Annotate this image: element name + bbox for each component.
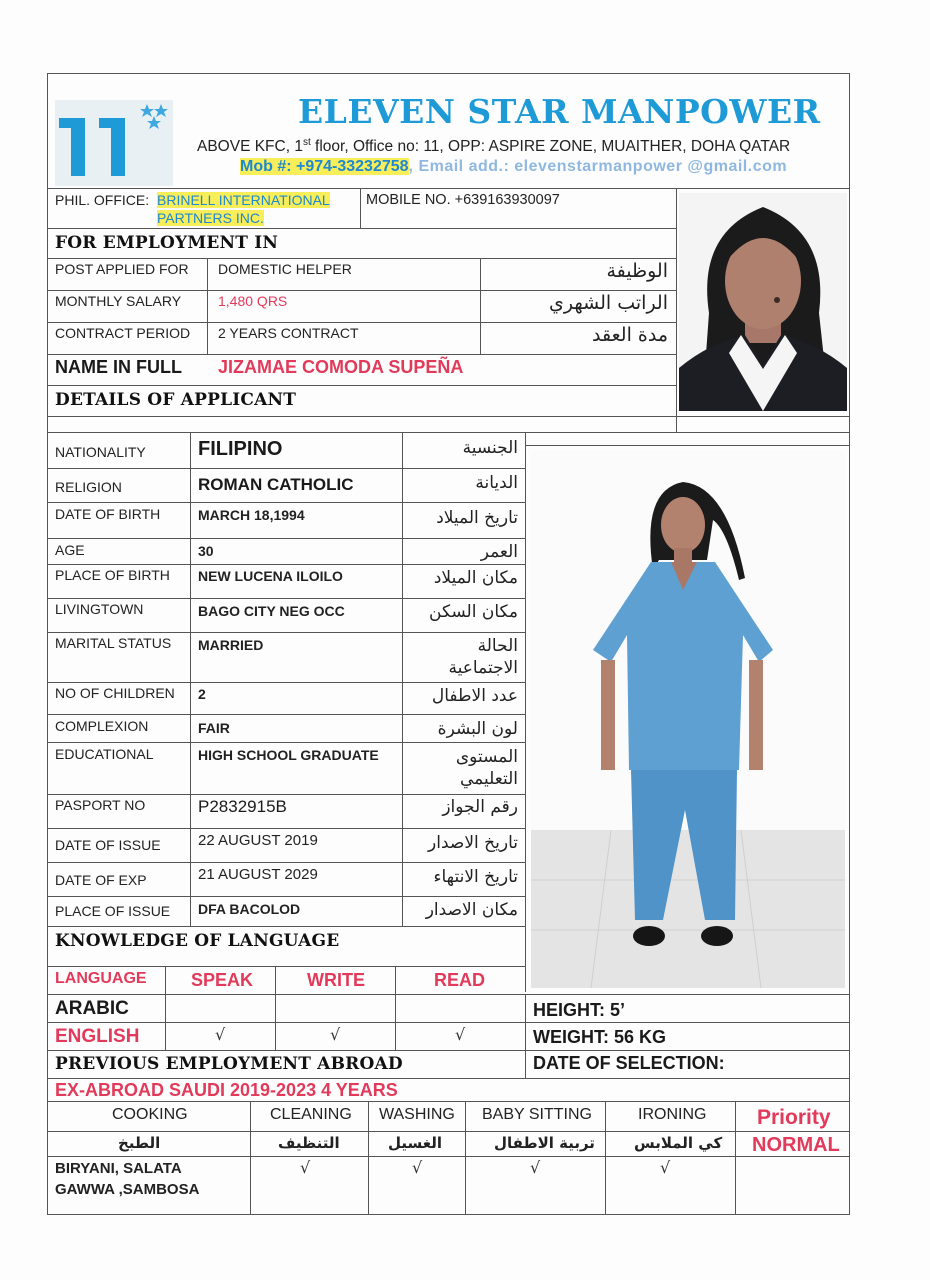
educational-value: HIGH SCHOOL GRADUATE bbox=[198, 747, 379, 763]
phil-office-name-line2: PARTNERS INC. bbox=[157, 210, 264, 226]
company-name: ELEVEN STAR MANPOWER bbox=[298, 92, 821, 131]
complexion-arabic: لون البشرة bbox=[437, 719, 518, 739]
cleaning-check: √ bbox=[300, 1158, 311, 1177]
address-post: floor, Office no: 11, OPP: ASPIRE ZONE, MUAITHER, DOHA QATAR bbox=[310, 138, 791, 156]
educational-arabic: المستوى bbox=[455, 747, 518, 767]
contract-arabic: مدة العقد bbox=[592, 324, 668, 346]
expiry-label: DATE OF EXP bbox=[55, 872, 147, 888]
company-mobile: Mob #: +974-33232758 bbox=[240, 158, 409, 175]
language-header-read: READ bbox=[434, 970, 486, 990]
marital-arabic-2: الاجتماعية bbox=[448, 658, 518, 678]
contract-label: CONTRACT PERIOD bbox=[55, 325, 191, 341]
cooking-dishes-line2: GAWWA ,SAMBOSA bbox=[55, 1181, 200, 1198]
skill-ar-cleaning: التنظيف bbox=[278, 1134, 340, 1152]
ironing-check: √ bbox=[660, 1158, 671, 1177]
expiry-value: 21 AUGUST 2029 bbox=[198, 866, 318, 883]
educational-arabic-2: التعليمي bbox=[460, 769, 518, 789]
children-arabic: عدد الاطفال bbox=[431, 686, 518, 706]
skill-ar-ironing: كي الملابس bbox=[634, 1134, 723, 1152]
nationality-label: NATIONALITY bbox=[55, 444, 146, 460]
cooking-dishes-line1: BIRYANI, SALATA bbox=[55, 1160, 182, 1177]
details-heading: DETAILS OF APPLICANT bbox=[55, 390, 297, 410]
skill-ar-washing: الغسيل bbox=[388, 1134, 443, 1152]
post-applied-label: POST APPLIED FOR bbox=[55, 261, 189, 277]
salary-value: 1,480 QRS bbox=[218, 293, 288, 309]
address-pre: ABOVE KFC, 1 bbox=[197, 138, 303, 156]
complexion-value: FAIR bbox=[198, 720, 230, 736]
religion-arabic: الديانة bbox=[475, 473, 518, 493]
skill-header-washing: WASHING bbox=[379, 1106, 455, 1123]
dob-value: MARCH 18,1994 bbox=[198, 507, 305, 523]
language-header-write: WRITE bbox=[307, 970, 365, 990]
passport-label: PASPORT NO bbox=[55, 797, 146, 813]
religion-label: RELIGION bbox=[55, 479, 122, 495]
phil-office-label: PHIL. OFFICE: bbox=[55, 192, 150, 208]
passport-value: P2832915B bbox=[198, 797, 287, 816]
skill-header-ironing: IRONING bbox=[638, 1106, 707, 1123]
employment-heading: FOR EMPLOYMENT IN bbox=[55, 233, 279, 253]
marital-arabic: الحالة bbox=[477, 636, 518, 656]
pob-label: PLACE OF BIRTH bbox=[55, 567, 170, 583]
skill-header-baby-sitting: BABY SITTING bbox=[482, 1106, 592, 1123]
livingtown-label: LIVINGTOWN bbox=[55, 601, 144, 617]
children-label: NO OF CHILDREN bbox=[55, 685, 175, 701]
livingtown-arabic: مكان السكن bbox=[429, 602, 518, 622]
name-label: NAME IN FULL bbox=[55, 357, 182, 377]
pob-arabic: مكان الميلاد bbox=[433, 568, 518, 588]
skill-header-cooking: COOKING bbox=[112, 1106, 188, 1123]
issue-place-arabic: مكان الاصدار bbox=[425, 900, 518, 920]
children-value: 2 bbox=[198, 686, 206, 702]
issue-date-label: DATE OF ISSUE bbox=[55, 837, 161, 853]
age-label: AGE bbox=[55, 542, 85, 558]
language-header-speak: SPEAK bbox=[191, 970, 254, 990]
marital-value: MARRIED bbox=[198, 637, 264, 653]
pob-value: NEW LUCENA ILOILO bbox=[198, 568, 343, 584]
applicant-portrait bbox=[679, 193, 847, 411]
language-english: ENGLISH bbox=[55, 1026, 140, 1047]
contract-value: 2 YEARS CONTRACT bbox=[218, 325, 359, 341]
applicant-full-body-photo bbox=[531, 450, 845, 988]
priority-label: Priority bbox=[757, 1106, 831, 1129]
english-read-check: √ bbox=[455, 1025, 466, 1044]
washing-check: √ bbox=[412, 1158, 423, 1177]
phil-mobile: MOBILE NO. +639163930097 bbox=[366, 192, 560, 208]
english-speak-check: √ bbox=[215, 1025, 226, 1044]
dob-label: DATE OF BIRTH bbox=[55, 506, 161, 522]
age-arabic: العمر bbox=[480, 542, 518, 562]
educational-label: EDUCATIONAL bbox=[55, 746, 154, 762]
marital-label: MARITAL STATUS bbox=[55, 635, 172, 651]
issue-date-arabic: تاريخ الاصدار bbox=[428, 833, 518, 853]
salary-arabic: الراتب الشهري bbox=[549, 292, 668, 314]
passport-arabic: رقم الجواز bbox=[442, 797, 518, 817]
english-write-check: √ bbox=[330, 1025, 341, 1044]
skill-ar-baby-sitting: تربية الاطفال bbox=[494, 1134, 595, 1152]
weight-value: WEIGHT: 56 KG bbox=[533, 1027, 667, 1047]
religion-value: ROMAN CATHOLIC bbox=[198, 475, 354, 494]
nationality-value: FILIPINO bbox=[198, 438, 283, 460]
nationality-arabic: الجنسية bbox=[462, 438, 518, 458]
livingtown-value: BAGO CITY NEG OCC bbox=[198, 603, 345, 619]
priority-value: NORMAL bbox=[752, 1134, 840, 1156]
dob-arabic: تاريخ الميلاد bbox=[436, 508, 518, 528]
issue-place-value: DFA BACOLOD bbox=[198, 901, 301, 917]
issue-date-value: 22 AUGUST 2019 bbox=[198, 832, 318, 849]
height-value: HEIGHT: 5’ bbox=[533, 1000, 626, 1020]
skill-ar-cooking: الطبخ bbox=[118, 1134, 161, 1152]
address-sup: st bbox=[302, 137, 311, 148]
language-header-language: LANGUAGE bbox=[55, 970, 147, 987]
language-arabic: ARABIC bbox=[55, 998, 129, 1019]
phil-office-name-line1: BRINELL INTERNATIONAL bbox=[157, 192, 330, 208]
language-heading: KNOWLEDGE OF LANGUAGE bbox=[55, 931, 340, 951]
previous-employment-heading: PREVIOUS EMPLOYMENT ABROAD bbox=[55, 1054, 403, 1074]
salary-label: MONTHLY SALARY bbox=[55, 293, 182, 309]
skill-header-cleaning: CLEANING bbox=[270, 1106, 352, 1123]
name-value: JIZAMAE COMODA SUPEÑA bbox=[218, 357, 464, 377]
complexion-label: COMPLEXION bbox=[55, 718, 149, 734]
age-value: 30 bbox=[198, 543, 214, 559]
post-applied-value: DOMESTIC HELPER bbox=[218, 261, 352, 277]
post-applied-arabic: الوظيفة bbox=[606, 260, 668, 282]
company-email: , Email add.: elevenstarmanpower @gmail.com bbox=[408, 158, 788, 175]
date-of-selection: DATE OF SELECTION: bbox=[533, 1053, 725, 1073]
expiry-arabic: تاريخ الانتهاء bbox=[433, 867, 518, 887]
issue-place-label: PLACE OF ISSUE bbox=[55, 903, 171, 919]
previous-employment-value: EX-ABROAD SAUDI 2019-2023 4 YEARS bbox=[55, 1080, 398, 1100]
baby-sitting-check: √ bbox=[530, 1158, 541, 1177]
